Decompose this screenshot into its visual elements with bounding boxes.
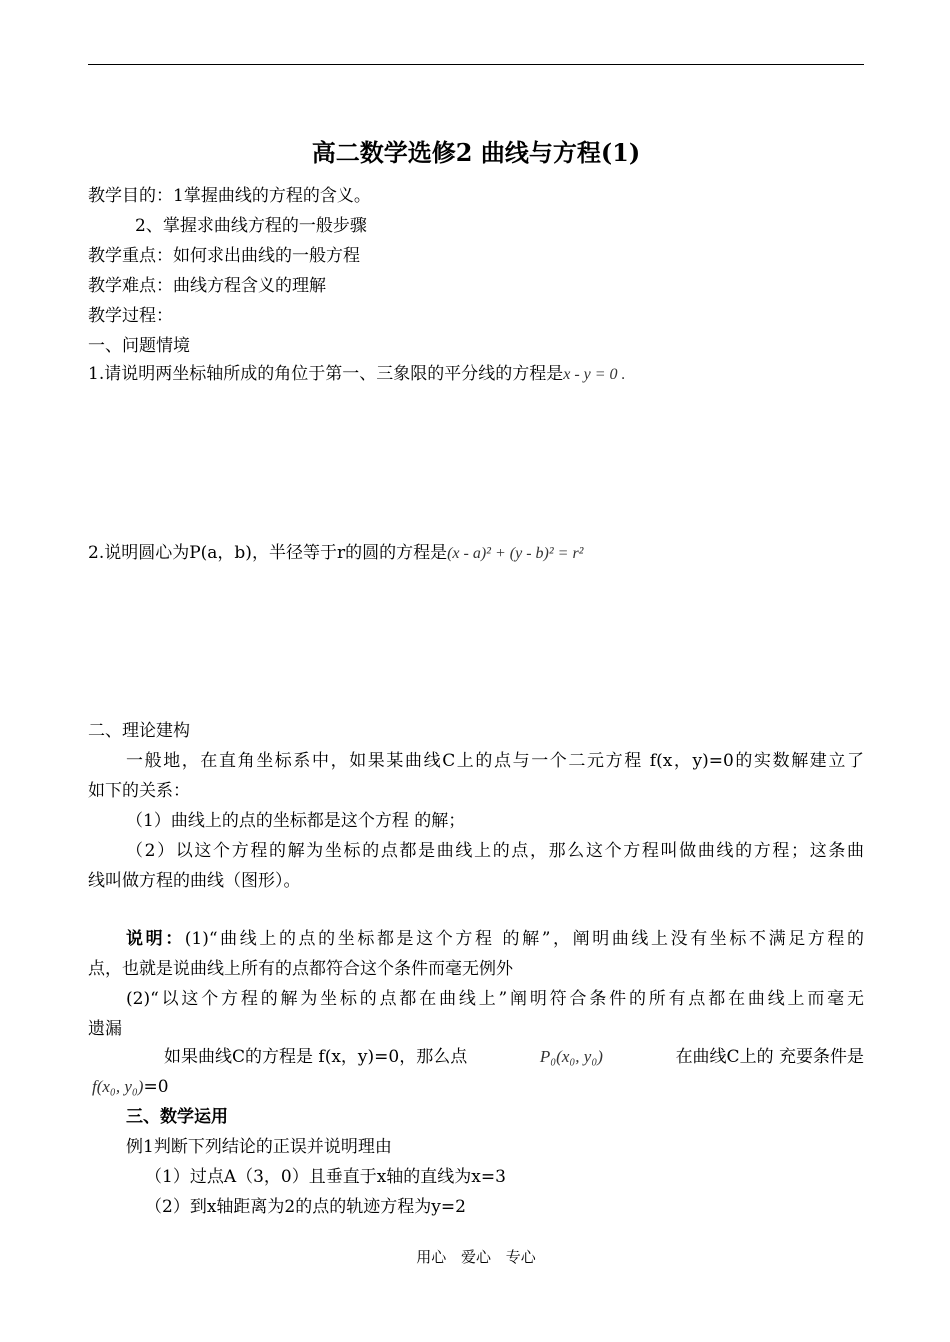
- process-label: 教学过程：: [88, 306, 173, 326]
- section3-heading: 三、数学运用: [126, 1107, 228, 1127]
- question-1: [88, 362, 626, 387]
- key-point: 教学重点：如何求出曲线的一般方程: [88, 246, 360, 266]
- condition-2-line-2: 线叫做方程的曲线（图形）。: [88, 871, 301, 891]
- necessary-sufficient-line-1: [164, 1045, 864, 1069]
- condition-2-line-1: （2）以这个方程的解为坐标的点都是曲线上的点，那么这个方程叫做曲线的方程；这条曲: [126, 841, 864, 861]
- section2-heading: 二、理论建构: [88, 721, 190, 741]
- condition-1: （1）曲线上的点的坐标都是这个方程 的解；: [126, 811, 466, 831]
- question-2-formula: (x - a)² + (y - b)² = r²: [447, 545, 584, 562]
- condition-statement-b: 在曲线C上的 充要条件是: [675, 1047, 864, 1067]
- document-title: 高二数学选修2 曲线与方程(1): [311, 138, 641, 167]
- note-1-line-2: 点，也就是说曲线上所有的点都符合这个条件而毫无例外: [88, 959, 513, 979]
- note-1-text: (1)“曲线上的点的坐标都是这个方程 的解”，阐明曲线上没有坐标不满足方程的: [184, 929, 864, 949]
- point-p0-formula: P₀(x₀, y₀): [539, 1047, 603, 1066]
- note-label: 说明：: [126, 929, 185, 949]
- definition-line-2: 如下的关系：: [88, 781, 190, 801]
- question-2: [88, 541, 583, 566]
- equals-zero: =0: [143, 1077, 169, 1097]
- necessary-sufficient-line-2: [92, 1075, 169, 1099]
- objective-1: 1掌握曲线的方程的含义。: [173, 186, 371, 206]
- objective-2: 2、掌握求曲线方程的一般步骤: [135, 216, 367, 236]
- question-1-formula: x - y = 0 .: [563, 366, 626, 383]
- definition-line-1: 一般地，在直角坐标系中，如果某曲线C上的点与一个二元方程 f(x，y)=0的实数解建立了: [126, 751, 864, 771]
- example-1-item-2: （2）到x轴距离为2的点的轨迹方程为y=2: [145, 1197, 466, 1217]
- header-rule: [88, 64, 864, 65]
- page-footer: 用心 爱心 专心: [416, 1248, 536, 1266]
- difficulty: 教学难点：曲线方程含义的理解: [88, 276, 326, 296]
- objectives-label: 教学目的：: [88, 186, 173, 206]
- f-x0-y0-formula: f(x₀, y₀): [92, 1077, 144, 1096]
- example-1: 例1判断下列结论的正误并说明理由: [126, 1137, 392, 1157]
- question-1-text: 1.请说明两坐标轴所成的角位于第一、三象限的平分线的方程是: [88, 364, 564, 384]
- note-1-line-1: [126, 927, 864, 951]
- condition-statement-a: 如果曲线C的方程是 f(x，y)=0，那么点: [164, 1047, 468, 1067]
- note-2-line-2: 遗漏: [88, 1019, 122, 1039]
- example-1-item-1: （1）过点A（3，0）且垂直于x轴的直线为x=3: [145, 1167, 506, 1187]
- question-2-text: 2.说明圆心为P(a，b)，半径等于r的圆的方程是: [88, 543, 448, 563]
- note-2-line-1: (2)“以这个方程的解为坐标的点都在曲线上”阐明符合条件的所有点都在曲线上而毫无: [126, 989, 864, 1009]
- objectives-line-1: [88, 184, 371, 208]
- section1-heading: 一、问题情境: [88, 336, 190, 356]
